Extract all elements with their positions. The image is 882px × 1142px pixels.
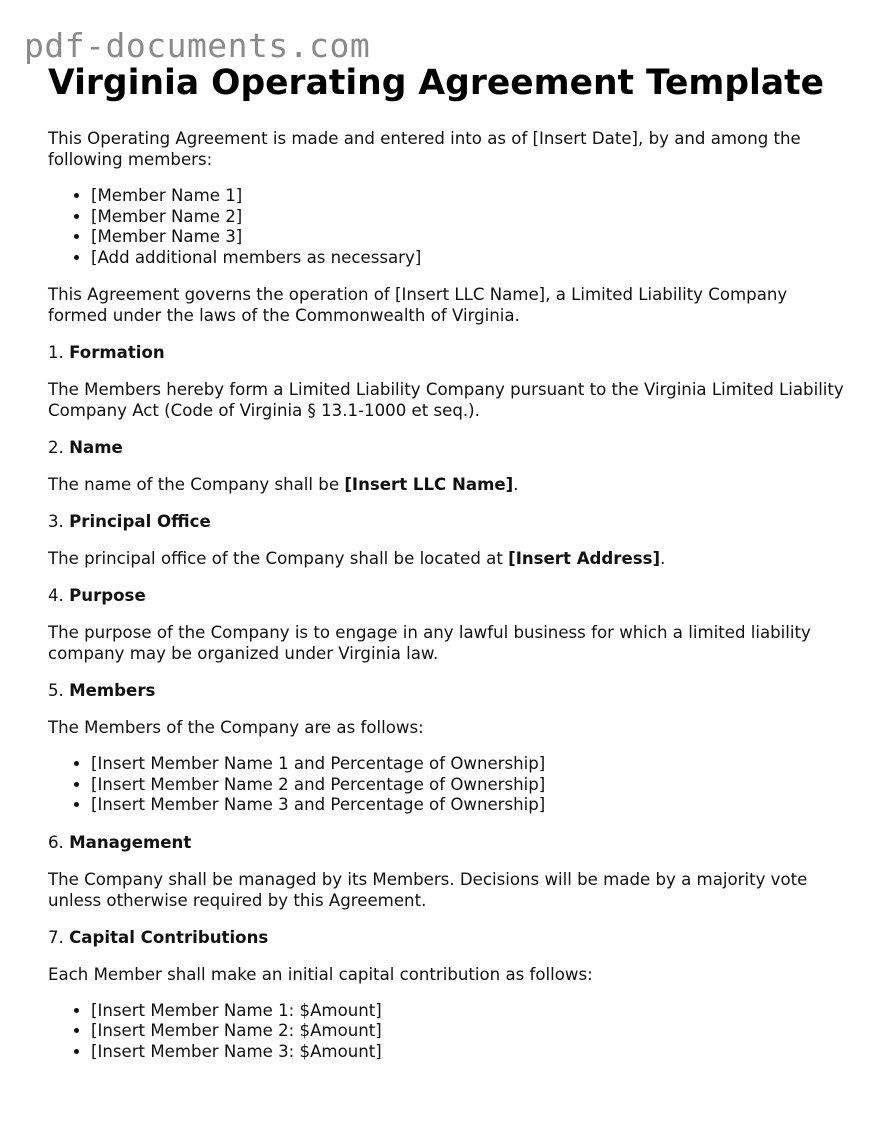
list-item: • [Insert Member Name 1 and Percentage of Ownership]: [91, 754, 848, 775]
capital-contributions-list: [48, 1001, 848, 1063]
section-text-name: [48, 474, 848, 495]
section-heading-capital-contributions: [48, 927, 848, 948]
text-segment: .: [513, 475, 519, 494]
section-number: 5.: [48, 681, 64, 700]
text-segment: The name of the Company shall be: [48, 475, 345, 494]
list-item: • [Insert Member Name 2 and Percentage of Ownership]: [91, 775, 848, 796]
list-item: • [Insert Member Name 1: $Amount]: [91, 1001, 848, 1022]
section-heading-members: [48, 680, 848, 701]
section-title: Name: [69, 438, 123, 457]
document-title: Virginia Operating Agreement Template: [48, 63, 825, 103]
watermark: pdf-documents.com: [24, 26, 371, 65]
section-number: 6.: [48, 832, 64, 852]
text-segment: The principal office of the Company shall be located at: [48, 549, 509, 568]
governs-paragraph: This Agreement governs the operation of [Insert LLC Name], a Limited Liability Company formed under the laws of the Commonwealth of Virginia.: [48, 285, 788, 325]
intro-paragraph: This Operating Agreement is made and entered into as of [Insert Date], by and among the following members:: [48, 129, 801, 169]
section-text-formation: The Members hereby form a Limited Liability Company pursuant to the Virginia Limited Liability Company Act (Code of Virginia § 13.1-1000 et seq.).: [48, 380, 844, 420]
list-item: • [Insert Member Name 2: $Amount]: [91, 1021, 848, 1042]
section-title: Purpose: [69, 586, 146, 605]
section-title: Principal Office: [69, 512, 211, 531]
document-body: [48, 60, 848, 1078]
section-number: 4.: [48, 586, 64, 605]
members-ownership-list: [48, 754, 848, 816]
list-item: • [Member Name 3]: [91, 227, 848, 248]
list-item: • [Insert Member Name 3 and Percentage of Ownership]: [91, 795, 848, 816]
section-heading-purpose: [48, 585, 848, 606]
placeholder-address: [Insert Address]: [508, 549, 661, 568]
section-number: 7.: [48, 927, 64, 947]
section-title: Members: [69, 681, 156, 700]
section-text-purpose: The purpose of the Company is to engage in any lawful business for which a limited liability company may be organized under Virginia law.: [48, 623, 811, 663]
section-heading-principal-office: [48, 511, 848, 532]
section-heading-name: [48, 437, 848, 458]
list-item: • [Add additional members as necessary]: [91, 248, 848, 269]
section-text-capital-contributions: Each Member shall make an initial capital contribution as follows:: [48, 964, 593, 984]
section-heading-management: [48, 832, 848, 853]
text-segment: .: [660, 549, 666, 568]
placeholder-llc-name: [Insert LLC Name]: [344, 475, 514, 494]
section-title: Formation: [69, 343, 165, 362]
section-text-management: The Company shall be managed by its Members. Decisions will be made by a majority vote unless otherwise required by this Agreement.: [48, 869, 808, 910]
list-item: • [Member Name 1]: [91, 186, 848, 207]
section-number: 2.: [48, 438, 64, 457]
section-number: 1.: [48, 343, 64, 362]
initial-members-list: [48, 186, 848, 268]
section-text-members: The Members of the Company are as follows:: [48, 718, 424, 737]
section-title: Management: [69, 832, 192, 852]
section-number: 3.: [48, 512, 64, 531]
section-heading-formation: [48, 342, 848, 363]
section-text-principal-office: [48, 548, 848, 569]
section-title: Capital Contributions: [69, 927, 269, 947]
list-item: • [Member Name 2]: [91, 207, 848, 228]
list-item: • [Insert Member Name 3: $Amount]: [91, 1042, 848, 1063]
